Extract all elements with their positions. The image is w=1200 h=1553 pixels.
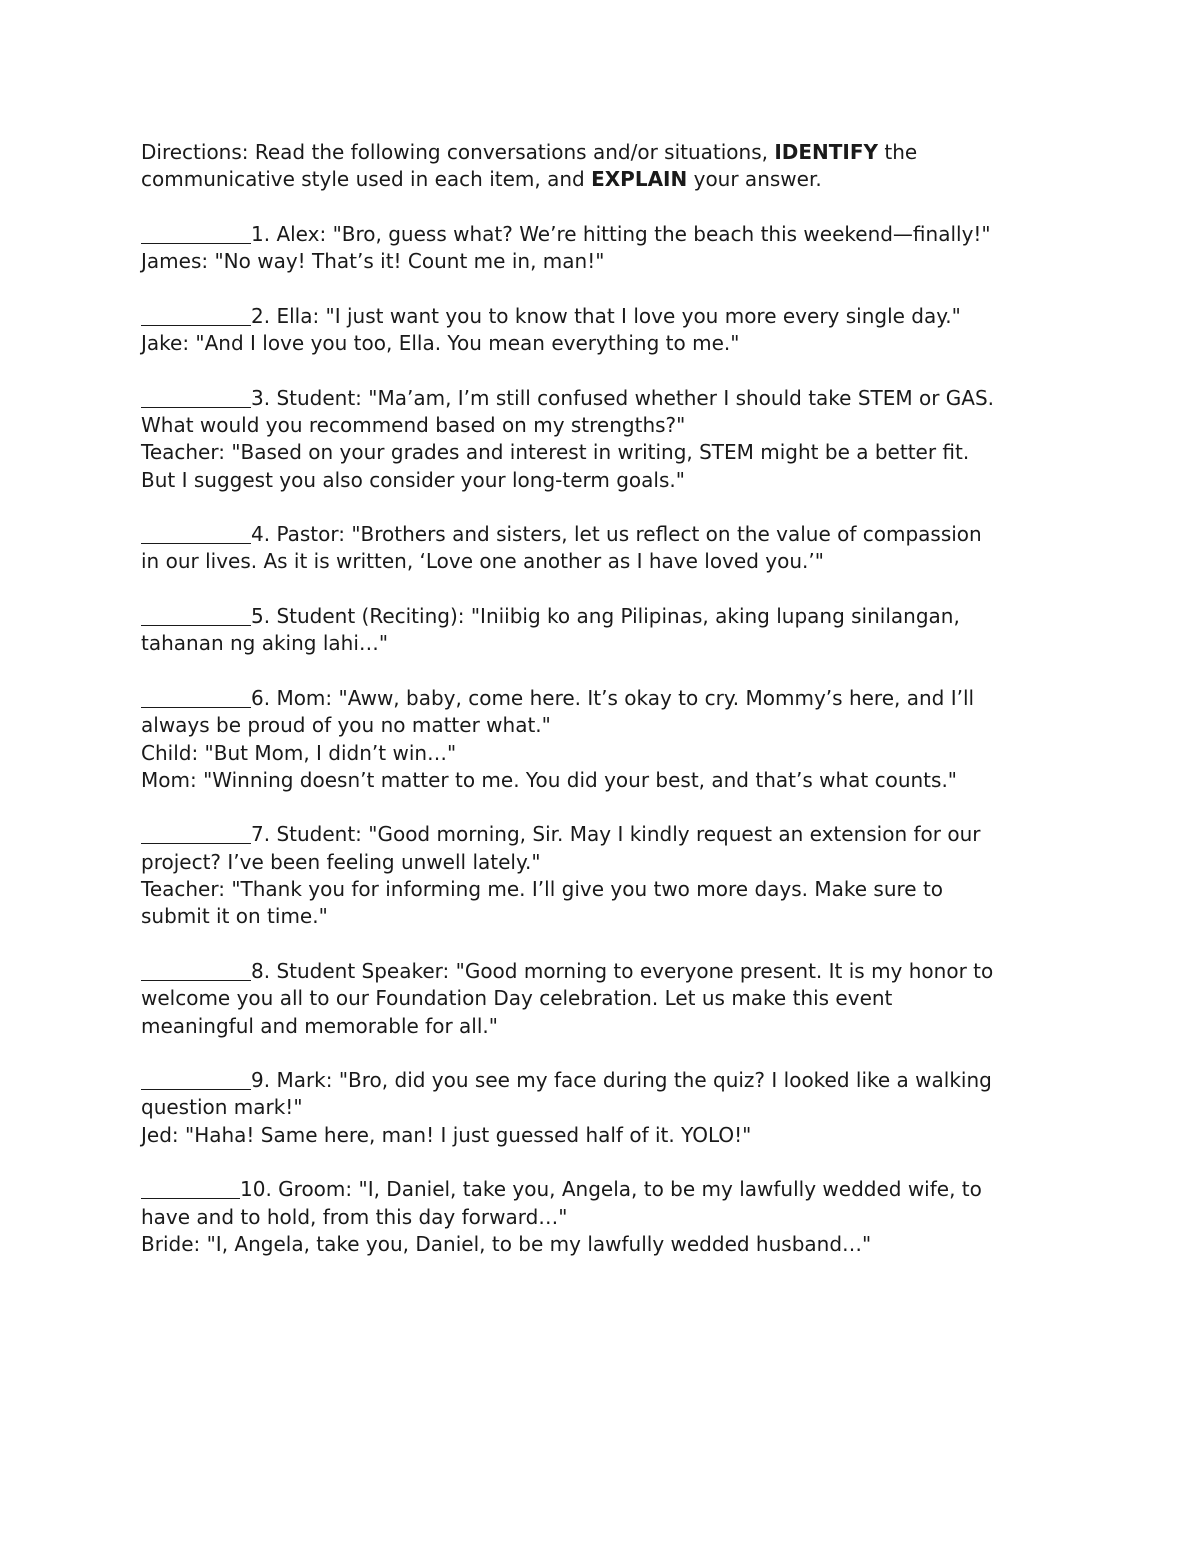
item-line: in our lives. As it is written, ‘Love one another as I have loved you.’" xyxy=(141,549,824,574)
item-line: always be proud of you no matter what." xyxy=(141,713,551,738)
directions-line-1 xyxy=(141,139,1061,166)
item-10 xyxy=(141,1176,1061,1258)
item-line: meaningful and memorable for all." xyxy=(141,1013,498,1038)
directions-text: the xyxy=(878,140,918,164)
item-line xyxy=(141,303,1061,330)
answer-blank[interactable] xyxy=(141,687,251,708)
directions-text: your answer. xyxy=(687,167,822,192)
item-7 xyxy=(141,821,1061,930)
answer-blank[interactable] xyxy=(141,523,251,544)
item-4 xyxy=(141,521,1061,576)
item-text: 9. Mark: "Bro, did you see my face during the quiz? I looked like a walking xyxy=(251,1068,992,1093)
item-text: 10. Groom: "I, Daniel, take you, Angela, to be my lawfully wedded wife, to xyxy=(240,1177,982,1202)
answer-blank[interactable] xyxy=(141,1178,240,1199)
item-line: James: "No way! That’s it! Count me in, man!" xyxy=(141,249,605,274)
item-5 xyxy=(141,603,1061,658)
answer-blank[interactable] xyxy=(141,605,251,626)
item-text: 3. Student: "Ma’am, I’m still confused whether I should take STEM or GAS. xyxy=(251,385,995,410)
item-line: submit it on time." xyxy=(141,904,328,929)
item-line xyxy=(141,958,1061,985)
item-9 xyxy=(141,1067,1061,1149)
answer-blank[interactable] xyxy=(141,960,251,981)
item-line: have and to hold, from this day forward…" xyxy=(141,1204,568,1229)
directions-identify-keyword: IDENTIFY xyxy=(774,140,879,164)
directions xyxy=(141,139,1061,194)
answer-blank[interactable] xyxy=(141,823,251,844)
item-line: welcome you all to our Foundation Day celebration. Let us make this event xyxy=(141,986,893,1011)
item-line xyxy=(141,821,1061,848)
answer-blank[interactable] xyxy=(141,305,251,326)
item-line: tahanan ng aking lahi…" xyxy=(141,631,389,656)
answer-blank[interactable] xyxy=(141,1069,251,1090)
item-line: project? I’ve been feeling unwell lately." xyxy=(141,849,541,874)
directions-line-2 xyxy=(141,166,1061,193)
item-line: Jake: "And I love you too, Ella. You mean everything to me." xyxy=(141,331,740,356)
worksheet-page xyxy=(141,139,1061,1285)
item-line: What would you recommend based on my strengths?" xyxy=(141,412,686,437)
item-text: 7. Student: "Good morning, Sir. May I kindly request an extension for our xyxy=(251,822,981,847)
item-2 xyxy=(141,303,1061,358)
directions-text: communicative style used in each item, and xyxy=(141,167,592,192)
directions-explain-keyword: EXPLAIN xyxy=(591,167,688,192)
answer-blank[interactable] xyxy=(141,223,251,244)
item-line: But I suggest you also consider your long-term goals." xyxy=(141,467,685,492)
item-line xyxy=(141,221,1061,248)
item-1 xyxy=(141,221,1061,276)
item-line: Teacher: "Thank you for informing me. I’ll give you two more days. Make sure to xyxy=(141,877,944,902)
item-text: 8. Student Speaker: "Good morning to everyone present. It is my honor to xyxy=(251,958,994,983)
item-line: Child: "But Mom, I didn’t win…" xyxy=(141,740,457,765)
item-line xyxy=(141,603,1061,630)
item-line: Bride: "I, Angela, take you, Daniel, to be my lawfully wedded husband…" xyxy=(141,1231,872,1256)
item-line: Teacher: "Based on your grades and interest in writing, STEM might be a better fit. xyxy=(141,440,970,465)
item-line xyxy=(141,1176,1061,1203)
item-line xyxy=(141,385,1061,412)
item-line xyxy=(141,1067,1061,1094)
item-8 xyxy=(141,958,1061,1040)
item-3 xyxy=(141,385,1061,494)
item-line xyxy=(141,685,1061,712)
answer-blank[interactable] xyxy=(141,387,251,408)
item-line: question mark!" xyxy=(141,1095,303,1120)
item-text: 6. Mom: "Aww, baby, come here. It’s okay to cry. Mommy’s here, and I’ll xyxy=(251,685,975,710)
directions-text: Directions: Read the following conversations and/or situations, xyxy=(141,140,775,164)
item-line xyxy=(141,521,1061,548)
item-text: 4. Pastor: "Brothers and sisters, let us reflect on the value of compassion xyxy=(251,522,982,547)
item-line: Jed: "Haha! Same here, man! I just guessed half of it. YOLO!" xyxy=(141,1122,752,1147)
item-6 xyxy=(141,685,1061,794)
item-text: 1. Alex: "Bro, guess what? We’re hitting the beach this weekend—finally!" xyxy=(251,221,991,246)
item-text: 2. Ella: "I just want you to know that I love you more every single day." xyxy=(251,303,961,328)
item-line: Mom: "Winning doesn’t matter to me. You did your best, and that’s what counts." xyxy=(141,767,957,792)
item-text: 5. Student (Reciting): "Iniibig ko ang Pilipinas, aking lupang sinilangan, xyxy=(251,604,960,629)
